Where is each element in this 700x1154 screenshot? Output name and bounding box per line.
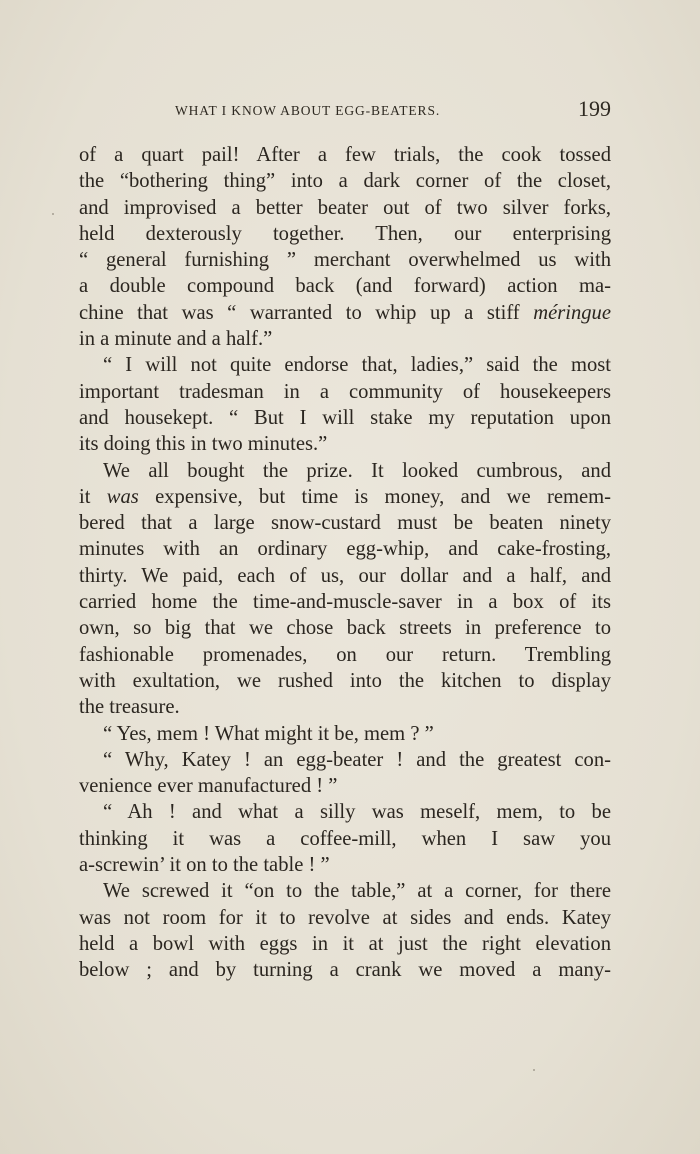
text-line: with exultation, we rushed into the kitchen to display: [79, 669, 611, 692]
text-line: We screwed it “on to the table,” at a corner, for there: [103, 880, 611, 903]
body-text: [79, 142, 611, 984]
text-line: important tradesman in a community of housekeepers: [79, 380, 611, 403]
text-line: its doing this in two minutes.”: [79, 433, 328, 456]
text-line: below ; and by turning a crank we moved a many-: [79, 959, 611, 982]
text-line: and improvised a better beater out of two silver forks,: [79, 196, 611, 219]
text-line: in a minute and a half.”: [79, 328, 273, 351]
text-line: “ Why, Katey ! an egg-beater ! and the greatest con-: [103, 748, 611, 771]
text-line: held dexterously together. Then, our enterprising: [79, 222, 611, 245]
text-line: a-screwin’ it on to the table ! ”: [79, 854, 330, 877]
text-line: thirty. We paid, each of us, our dollar and a half, and: [79, 564, 611, 587]
text-line: of a quart pail! After a few trials, the cook tossed: [79, 144, 611, 166]
text-line: We all bought the prize. It looked cumbrous, and: [103, 459, 611, 482]
text-line: own, so big that we chose back streets in preference to: [79, 617, 611, 640]
text-line: carried home the time-and-muscle-saver in a box of its: [79, 591, 611, 614]
text-line: chine that was “ warranted to whip up a stiff méringue: [79, 301, 611, 324]
text-line: bered that a large snow-custard must be beaten ninety: [79, 512, 611, 535]
text-line: the “bothering thing” into a dark corner of the closet,: [79, 170, 611, 193]
text-line: venience ever manufactured ! ”: [79, 775, 338, 798]
text-line: “ Ah ! and what a silly was meself, mem, to be: [103, 801, 611, 824]
text-line: “ Yes, mem ! What might it be, mem ? ”: [103, 722, 434, 745]
text-line: fashionable promenades, on our return. Trembling: [79, 643, 611, 666]
text-line: “ I will not quite endorse that, ladies,” said the most: [103, 354, 611, 377]
text-line: was not room for it to revolve at sides and ends. Katey: [79, 906, 611, 929]
running-head: [175, 96, 611, 122]
text-line: a double compound back (and forward) action ma-: [79, 275, 611, 298]
paper-speck: [533, 1069, 535, 1071]
text-line: it was expensive, but time is money, and we remem-: [79, 485, 611, 508]
text-line: minutes with an ordinary egg-whip, and cake-frosting,: [79, 538, 611, 561]
text-line: held a bowl with eggs in it at just the right elevation: [79, 932, 611, 955]
running-head-title: WHAT I KNOW ABOUT EGG-BEATERS.: [175, 103, 441, 118]
page-number: 199: [578, 96, 611, 121]
text-line: “ general furnishing ” merchant overwhelmed us with: [79, 249, 611, 272]
text-line: the treasure.: [79, 696, 180, 719]
text-line: and housekept. “ But I will stake my reputation upon: [79, 406, 611, 429]
text-line: thinking it was a coffee-mill, when I saw you: [79, 827, 611, 850]
paper-speck: [52, 213, 54, 215]
